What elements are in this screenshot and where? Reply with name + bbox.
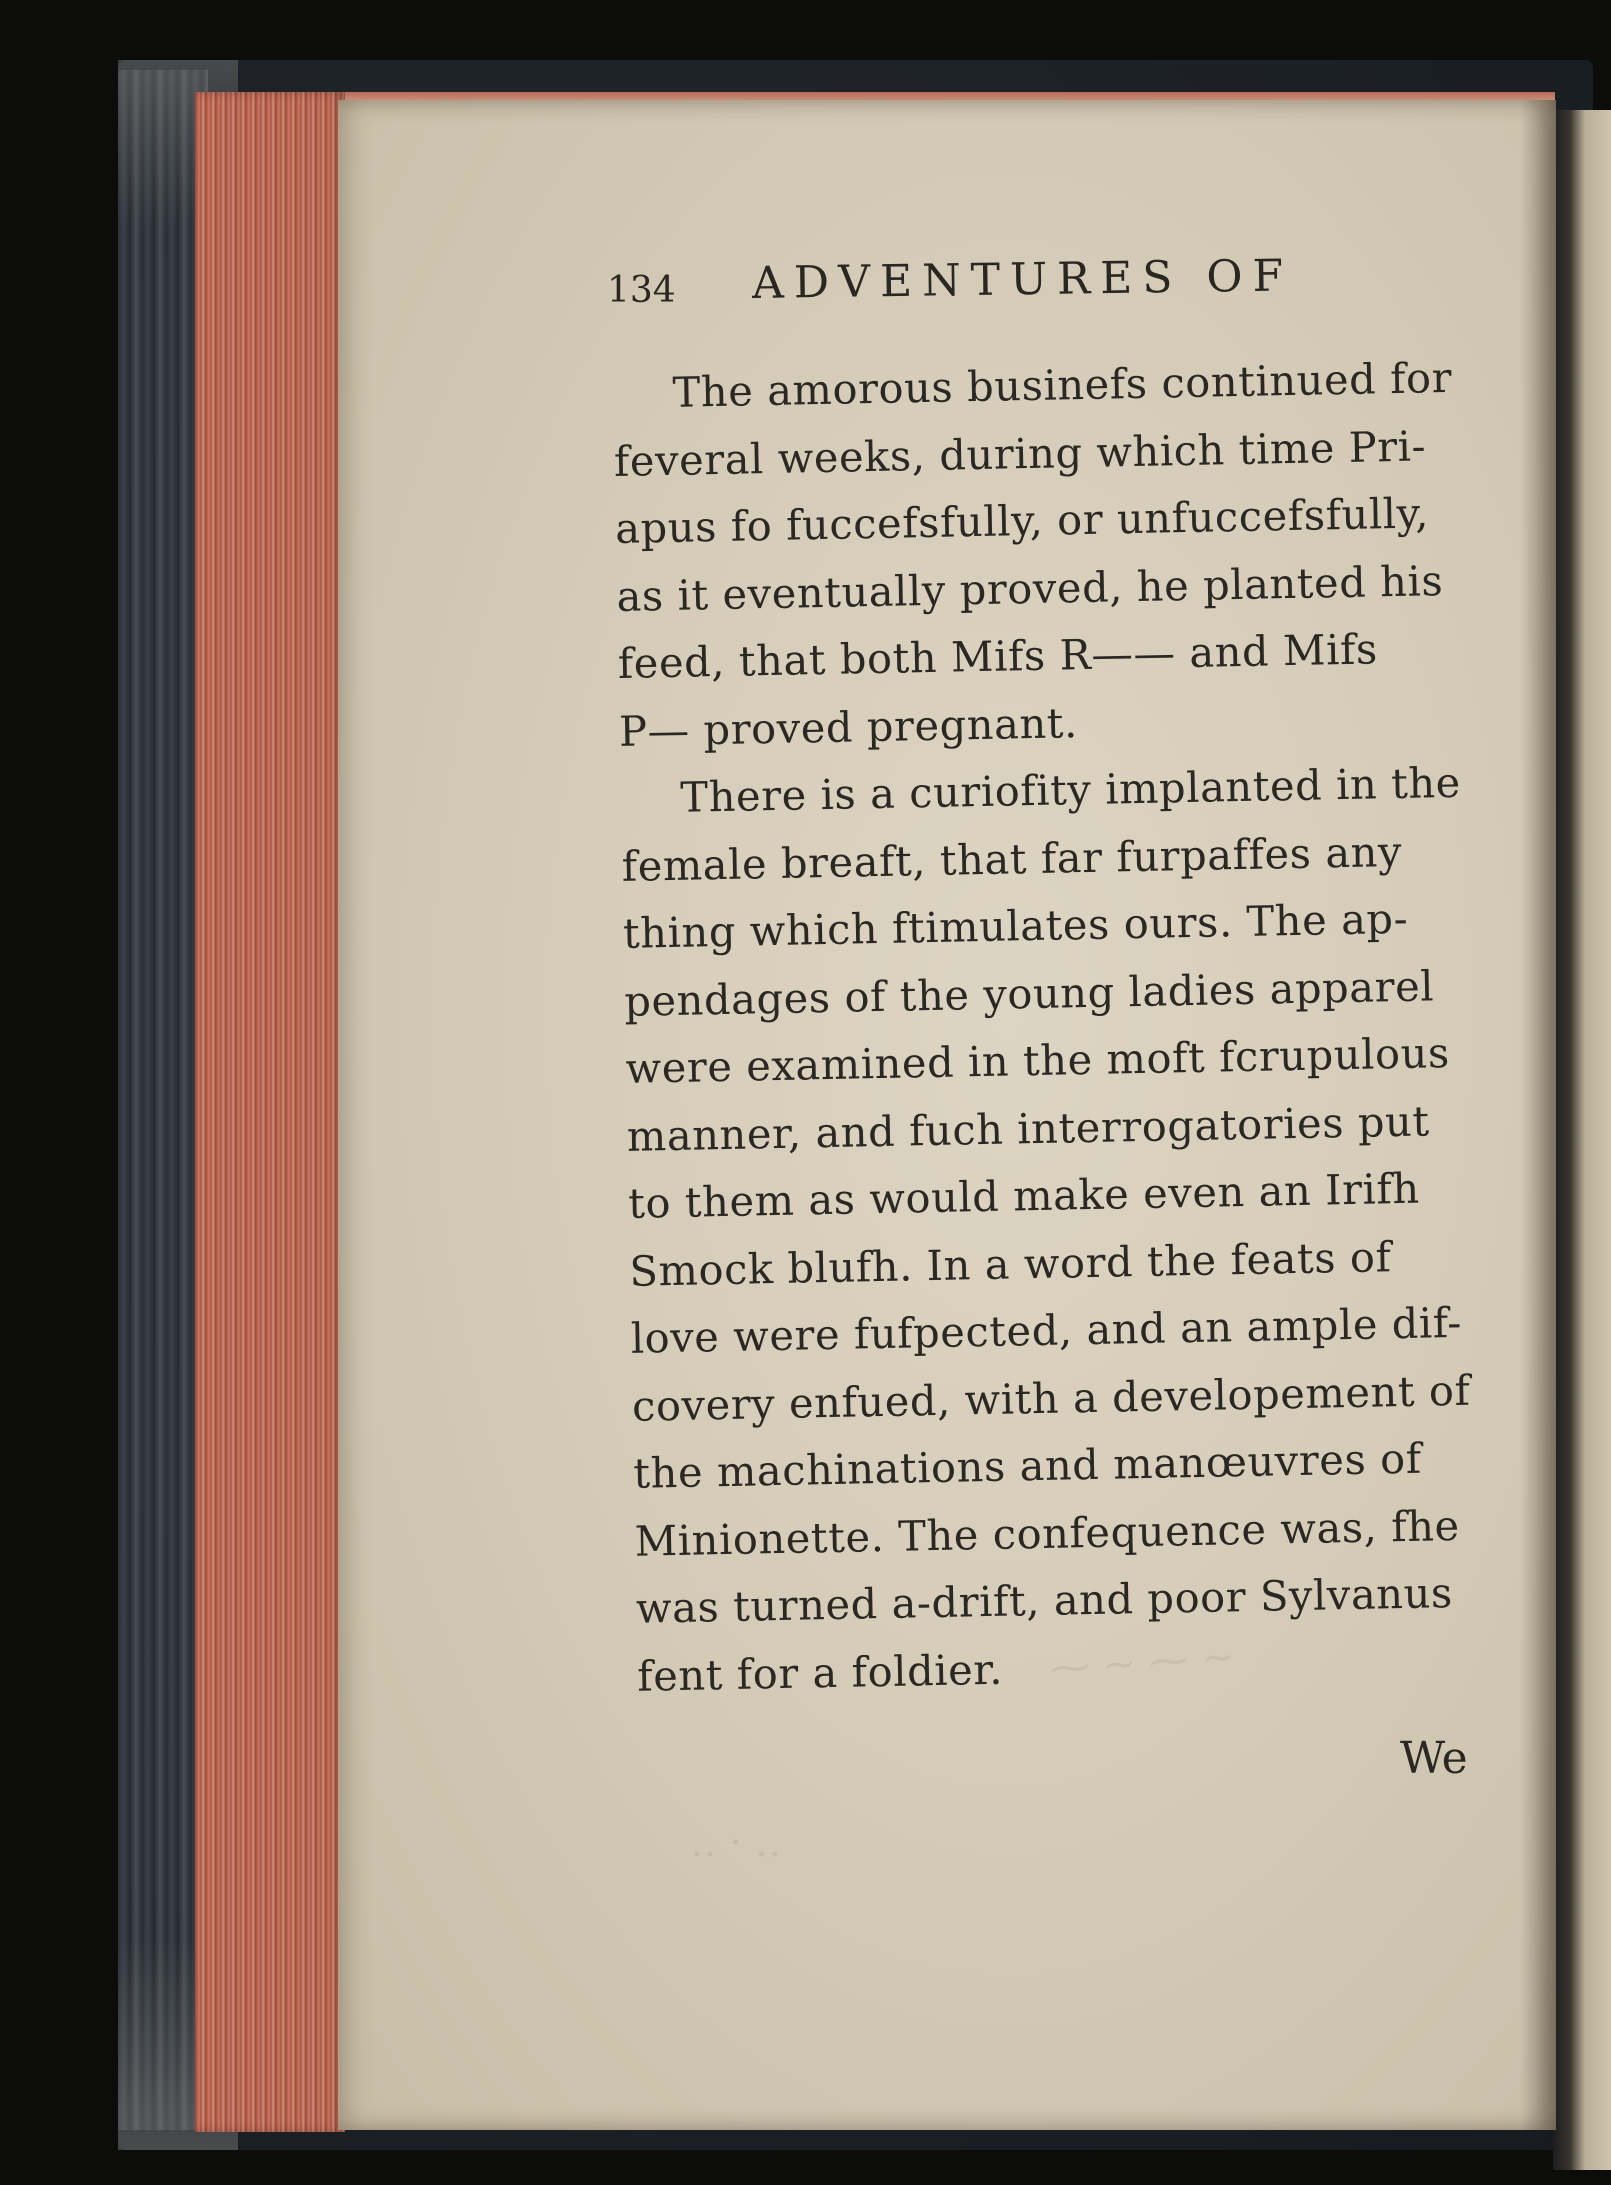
gutter-shadow xyxy=(1520,100,1556,2130)
text-line: was turned a-drift, and poor Sylvanus xyxy=(635,1568,1454,1633)
text-line: thing which ftimulates ours. The ap- xyxy=(622,893,1409,958)
text-line: There is a curiofity implanted in the xyxy=(679,757,1462,822)
text-line: feed, that both Mifs R—— and Mifs xyxy=(617,624,1379,688)
text-line: Smock blufh. In a word the feats of xyxy=(629,1231,1392,1296)
text-line: were examined in the moft fcrupulous xyxy=(625,1028,1451,1093)
show-through-text: ⁓ ~ ⁓ ~ xyxy=(1048,1633,1237,1693)
show-through-text: ‥ · ‥ xyxy=(690,1820,782,1866)
catchword: We xyxy=(1400,1733,1468,1784)
text-line: covery enfued, with a developement of xyxy=(631,1365,1471,1431)
running-head: ADVENTURES OF xyxy=(751,250,1294,309)
text-line: feveral weeks, during which time Pri- xyxy=(613,420,1427,486)
red-page-edges xyxy=(195,92,345,2132)
text-line: fent for a foldier. xyxy=(636,1644,1004,1701)
text-line: love were fufpected, and an ample dif- xyxy=(630,1297,1463,1363)
text-line: P— proved pregnant. xyxy=(618,697,1079,756)
text-line: manner, and fuch interrogatories put xyxy=(626,1095,1431,1161)
text-line: pendages of the young ladies apparel xyxy=(623,960,1435,1026)
text-line: Minionette. The confequence was, fhe xyxy=(634,1500,1461,1566)
text-line: female breaft, that far furpaffes any xyxy=(621,826,1403,891)
facing-page-edge xyxy=(1553,110,1611,2170)
text-line: The amorous businefs continued for xyxy=(672,352,1453,417)
text-line: as it eventually proved, he planted his xyxy=(616,555,1444,621)
text-line: apus fo fuccefsfully, or unfuccefsfully, xyxy=(614,488,1430,553)
body-text xyxy=(612,344,1483,1710)
page-number: 134 xyxy=(607,270,676,311)
text-line: to them as would make even an Irifh xyxy=(627,1163,1421,1228)
text-line: the machinations and manœuvres of xyxy=(632,1433,1423,1498)
